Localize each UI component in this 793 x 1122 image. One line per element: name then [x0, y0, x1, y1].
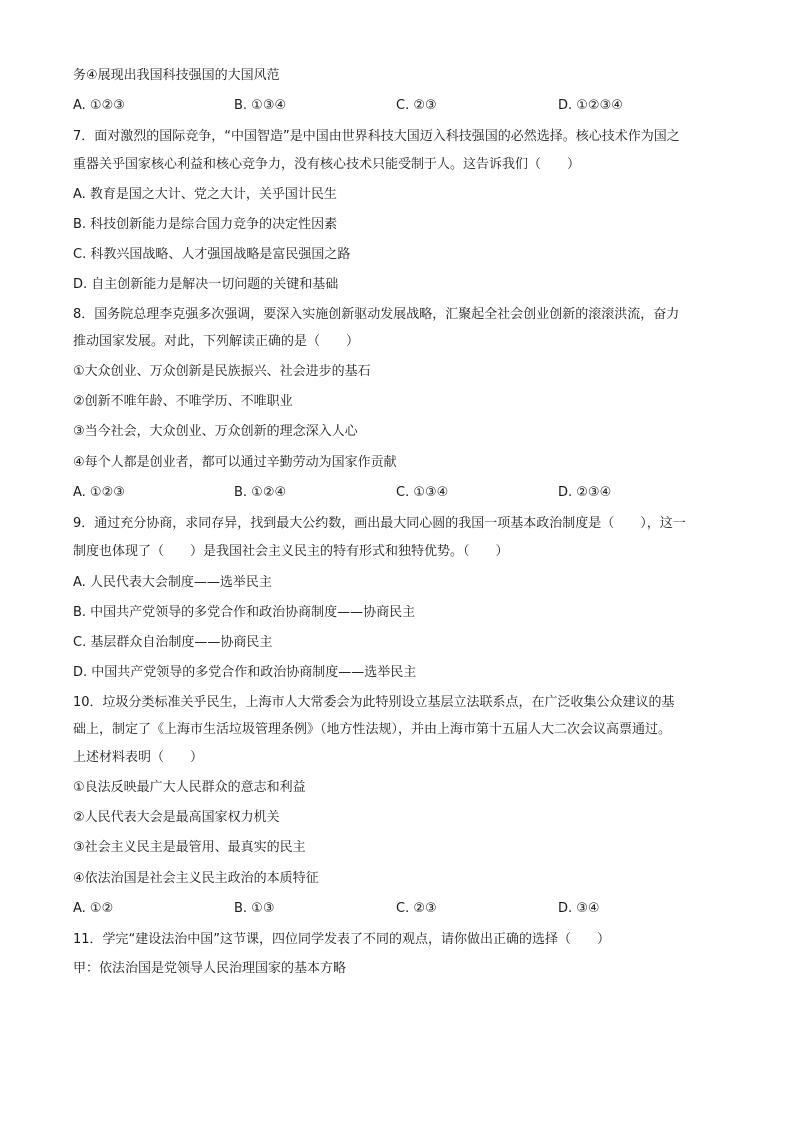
q8-stem-line-1: 8．国务院总理李克强多次强调，要深入实施创新驱动发展战略，汇聚起全社会创业创新的滚滚洪流，奋力: [73, 307, 680, 322]
q8-statement-2: ②创新不唯年龄、不唯学历、不唯职业: [73, 394, 293, 409]
q10-option-b: B. ①③: [234, 901, 275, 916]
q10-statement-3: ③社会主义民主是最管用、最真实的民主: [73, 840, 306, 855]
q8-option-d: D. ②③④: [558, 485, 612, 500]
q8-statement-3: ③当今社会，大众创业、万众创新的理念深入人心: [73, 424, 358, 439]
q8-options: [0, 485, 793, 501]
q11-viewpoint-jia: 甲：依法治国是党领导人民治理国家的基本方略: [73, 961, 347, 976]
q6-statement-4: 务④展现出我国科技强国的大国风范: [73, 68, 280, 83]
q10-stem-line-2: 础上，制定了《上海市生活垃圾管理条例》（地方性法规），并由上海市第十五届人大二次会议高票通过。: [73, 722, 672, 737]
q8-statement-1: ①大众创业、万众创新是民族振兴、社会进步的基石: [73, 364, 371, 379]
q8-option-a: A. ①②③: [73, 485, 125, 500]
q10-options: [0, 901, 793, 917]
q7-option-d: D. 自主创新能力是解决一切问题的关键和基础: [73, 277, 339, 292]
q11-stem-line-1: 11．学完“建设法治中国”这节课，四位同学发表了不同的观点，请你做出正确的选择（ ）: [73, 932, 611, 947]
q8-stem-line-2: 推动国家发展。对此，下列解读正确的是（ ）: [73, 334, 360, 349]
q6-option-c: C. ②③: [396, 98, 437, 113]
q9-option-d: D. 中国共产党领导的多党合作和政治协商制度——选举民主: [73, 665, 417, 680]
q9-stem-line-2: 制度也体现了（ ）是我国社会主义民主的特有形式和独特优势。（ ）: [73, 544, 509, 559]
q9-stem-line-1: 9．通过充分协商，求同存异，找到最大公约数，画出最大同心圆的我国一项基本政治制度是（ ），这一: [73, 516, 686, 531]
q10-statement-1: ①良法反映最广大人民群众的意志和利益: [73, 780, 306, 795]
q7-stem-line-2: 重器关乎国家核心利益和核心竞争力，没有核心技术只能受制于人。这告诉我们（ ）: [73, 157, 581, 172]
q8-option-b: B. ①②④: [234, 485, 287, 500]
q10-statement-4: ④依法治国是社会主义民主政治的本质特征: [73, 871, 319, 886]
q10-stem-line-3: 上述材料表明（ ）: [73, 750, 204, 765]
q6-option-b: B. ①③④: [234, 98, 287, 113]
q10-option-a: A. ①②: [73, 901, 114, 916]
q7-option-b: B. 科技创新能力是综合国力竞争的决定性因素: [73, 217, 338, 232]
q6-option-d: D. ①②③④: [558, 98, 623, 113]
q10-option-c: C. ②③: [396, 901, 437, 916]
q9-option-a: A. 人民代表大会制度——选举民主: [73, 575, 272, 590]
q7-option-a: A. 教育是国之大计、党之大计，关乎国计民生: [73, 187, 337, 202]
q9-option-c: C. 基层群众自治制度——协商民主: [73, 635, 273, 650]
q6-options: [0, 98, 793, 114]
q7-option-c: C. 科教兴国战略、人才强国战略是富民强国之路: [73, 247, 351, 262]
q6-option-a: A. ①②③: [73, 98, 125, 113]
q10-option-d: D. ③④: [558, 901, 600, 916]
q10-statement-2: ②人民代表大会是最高国家权力机关: [73, 810, 280, 825]
q10-stem-line-1: 10．垃圾分类标准关乎民生，上海市人大常委会为此特别设立基层立法联系点，在广泛收集公众建议的基: [73, 695, 675, 710]
q8-option-c: C. ①③④: [396, 485, 449, 500]
q9-option-b: B. 中国共产党领导的多党合作和政治协商制度——协商民主: [73, 605, 416, 620]
q7-stem-line-1: 7．面对激烈的国际竞争，“中国智造”是中国由世界科技大国迈入科技强国的必然选择。核心技术作为国之: [73, 129, 680, 144]
q8-statement-4: ④每个人都是创业者，都可以通过辛勤劳动为国家作贡献: [73, 455, 397, 470]
